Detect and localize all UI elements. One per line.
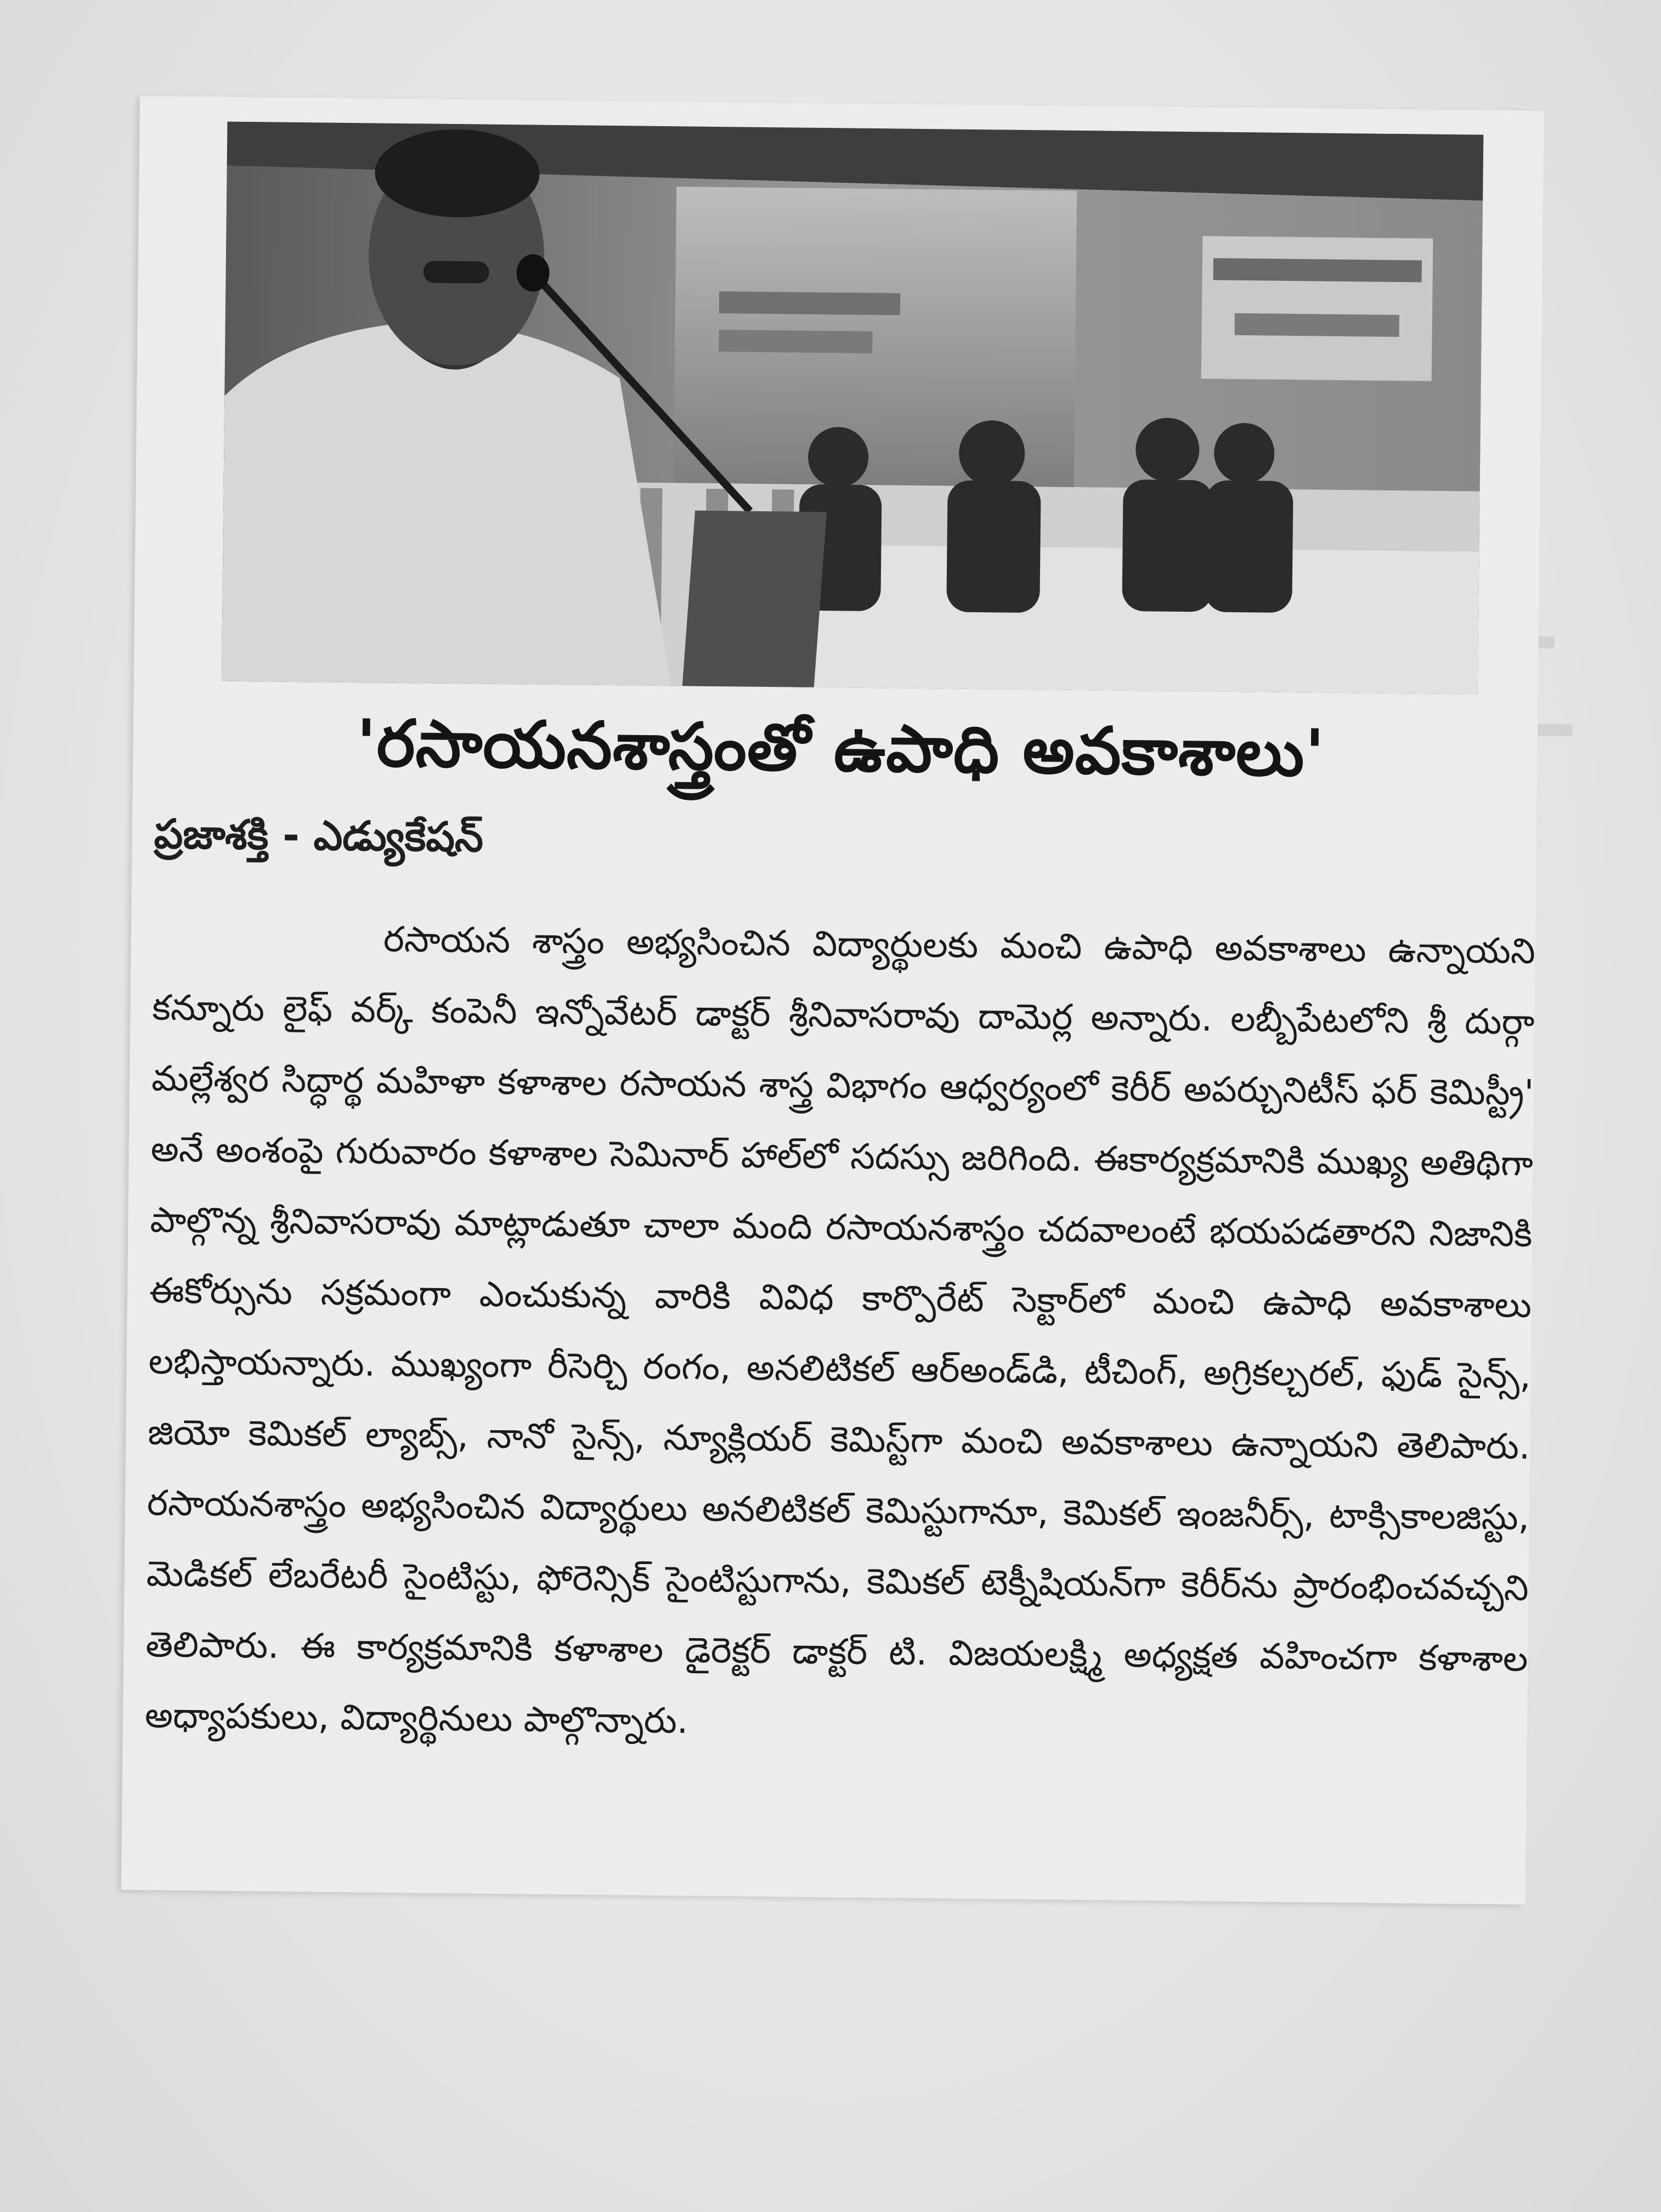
- article-body: రసాయన శాస్త్రం అభ్యసించిన విద్యార్థులకు మంచి ఉపాధి అవకాశాలు ఉన్నాయని కన్నూరు లైఫ్ వర్క్ కంపెనీ ఇన్నోవేటర్ డాక్టర్ శ్రీనివాసరావు దామెర్ల అన్నారు. లబ్బీపేటలోని శ్రీ దుర్గా మల్లేశ్వర సిద్ధార్థ మహిళా కళాశాల రసాయన శాస్త్ర విభాగం ఆధ్వర్యంలో కెరీర్ అపర్చునిటీస్ ఫర్ కెమిస్ట్రీ' అనే అంశంపై గురువారం కళాశాల సెమినార్ హాల్‌లో సదస్సు జరిగింది. ఈకార్యక్రమానికి ముఖ్య అతిథిగా పాల్గొన్న శ్రీనివాసరావు మాట్లాడుతూ చాలా మంది రసాయనశాస్త్రం చదవాలంటే భయపడతారని నిజానికి ఈకోర్సును సక్రమంగా ఎంచుకున్న వారికి వివిధ కార్పొరేట్ సెక్టార్‌లో మంచి ఉపాధి అవకాశాలు లభిస్తాయన్నారు. ముఖ్యంగా రీసెర్చి రంగం, అనలిటికల్ ఆర్అండ్‌డి, టీచింగ్, అగ్రికల్చరల్, ఫుడ్ సైన్స్, జియో కెమికల్ ల్యాబ్స్, నానో సైన్స్, న్యూక్లియర్ కెమిస్ట్‌గా మంచి అవకాశాలు ఉన్నాయని తెలిపారు. రసాయనశాస్త్రం అభ్యసించిన విద్యార్థులు అనలిటికల్ కెమిస్టుగానూ, కెమికల్ ఇంజనీర్స్, టాక్సికాలజిస్టు, మెడికల్ లేబరేటరీ సైంటిస్టు, ఫోరెన్సిక్ సైంటిస్టుగాను, కెమికల్ టెక్నీషియన్‌గా కెరీర్‌ను ప్రారంభించవచ్చని తెలిపారు. ఈ కార్యక్రమానికి కళాశాల డైరెక్టర్ డాక్టర్ టి. విజయలక్ష్మి అధ్యక్షత వహించగా కళాశాల అధ్యాపకులు, విద్యార్థినులు పాల్గొన్నారు.: [144, 919, 1536, 1742]
- newspaper-clipping: [121, 96, 1544, 1905]
- speaker-at-podium-photo: [222, 122, 1484, 695]
- article-photo: [222, 122, 1484, 695]
- byline: ప్రజాశక్తి - ఎడ్యుకేషన్: [154, 810, 484, 861]
- headline: 'రసాయనశాస్త్రంతో ఉపాధి అవకాశాలు': [355, 705, 1326, 791]
